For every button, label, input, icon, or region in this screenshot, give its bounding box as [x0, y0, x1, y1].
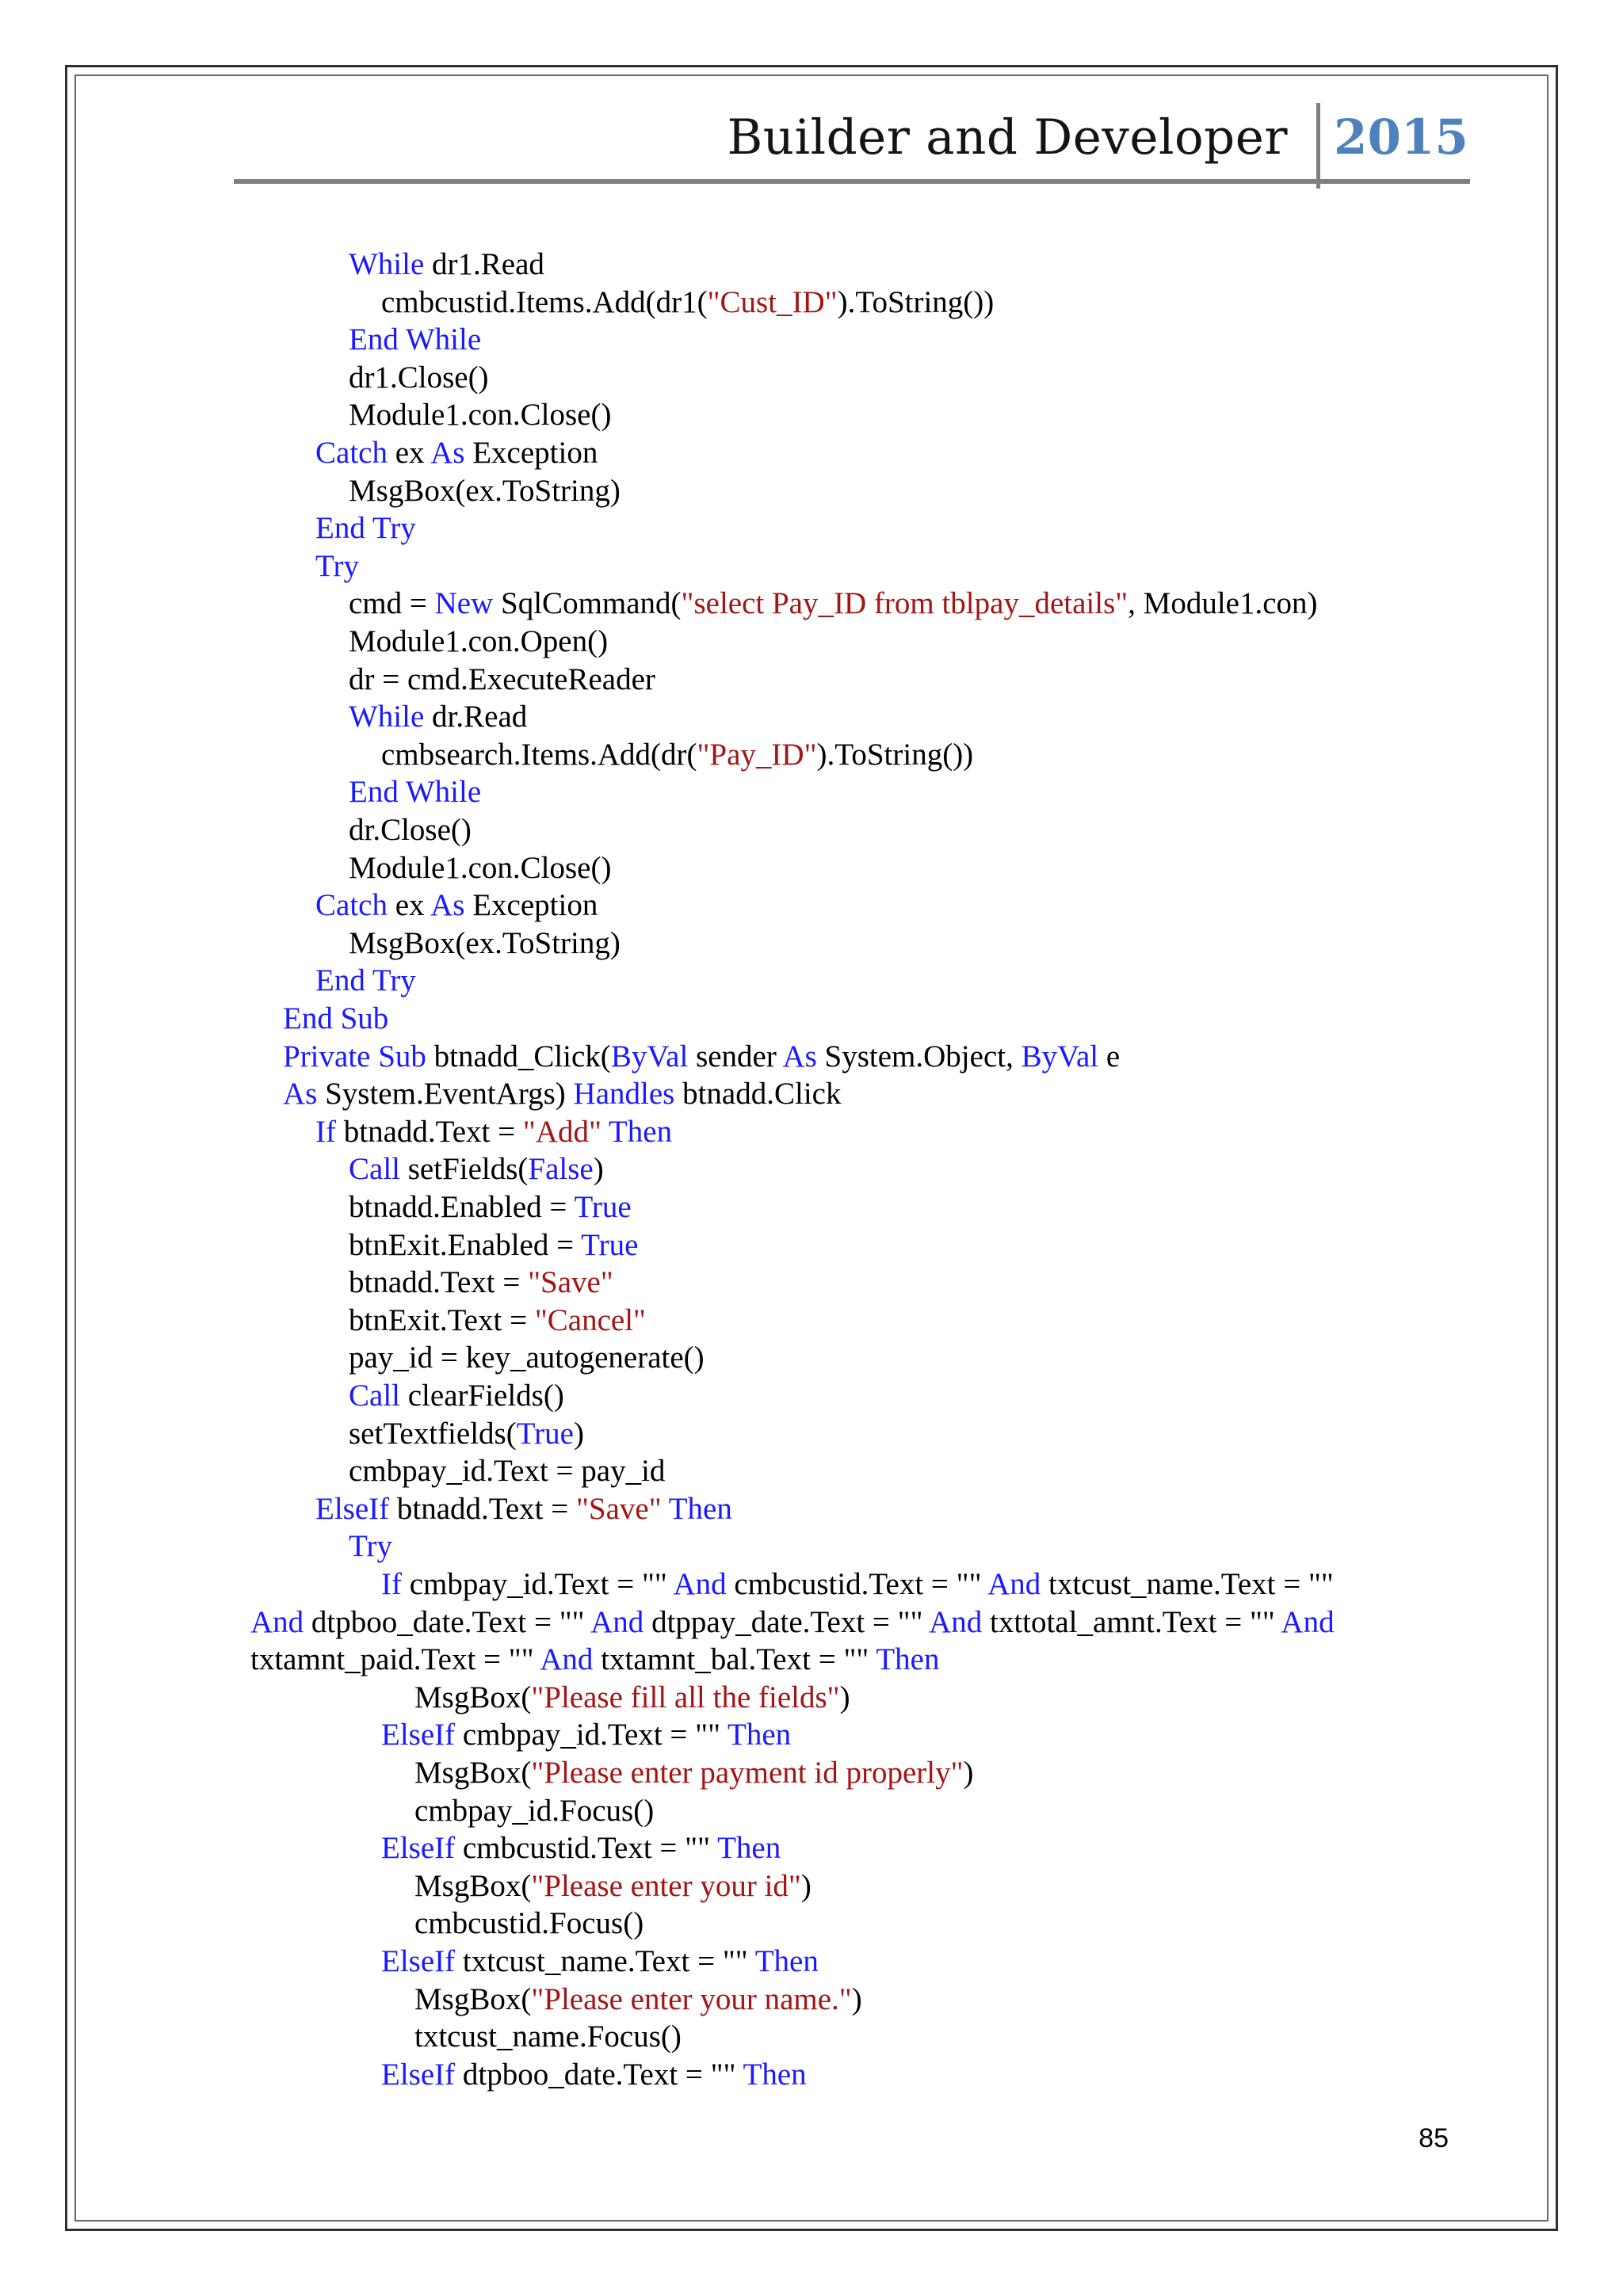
- code-text: dr1.Read: [424, 247, 544, 281]
- code-line: [250, 1604, 1335, 1641]
- code-text: ).ToString()): [837, 284, 995, 319]
- code-text: txtcust_name.Text = "": [455, 1944, 755, 1978]
- code-keyword: Then: [743, 2057, 807, 2092]
- code-keyword: And: [250, 1604, 304, 1639]
- code-line: [414, 1905, 643, 1942]
- code-text: System.EventArgs): [317, 1077, 574, 1112]
- code-line: [349, 1264, 613, 1301]
- code-line: [349, 1188, 632, 1226]
- code-text: Module1.con.Close(): [349, 398, 612, 433]
- code-text: sender: [688, 1039, 783, 1074]
- code-line: [349, 1377, 564, 1414]
- page-header: [234, 93, 1470, 189]
- code-text: System.Object,: [816, 1039, 1022, 1074]
- code-text: [601, 1115, 609, 1149]
- code-line: [349, 773, 481, 810]
- code-text: btnadd.Text =: [349, 1265, 529, 1300]
- code-line: [381, 1943, 819, 1980]
- code-keyword: And: [673, 1567, 727, 1601]
- code-text: MsgBox(: [414, 1981, 532, 2016]
- code-keyword: ByVal: [1021, 1039, 1099, 1074]
- code-string: "Pay_ID": [697, 737, 817, 772]
- code-text: Exception: [464, 436, 598, 470]
- code-line: [349, 623, 608, 660]
- code-keyword: ByVal: [610, 1039, 689, 1074]
- code-keyword: ElseIf: [381, 1718, 456, 1753]
- code-text: txtamnt_bal.Text = "": [593, 1642, 876, 1677]
- code-keyword: True: [516, 1416, 574, 1451]
- code-keyword: ElseIf: [381, 1831, 456, 1866]
- header-rule: [234, 179, 1470, 184]
- code-text: ): [573, 1416, 584, 1451]
- code-keyword: End Try: [315, 963, 416, 998]
- code-line: [349, 396, 611, 433]
- code-keyword: True: [581, 1227, 639, 1262]
- code-keyword: Catch: [315, 888, 388, 923]
- code-line: [349, 1527, 392, 1565]
- code-line: [349, 246, 544, 283]
- code-text: ex: [387, 436, 431, 470]
- code-text: dtppay_date.Text = "": [643, 1604, 930, 1639]
- code-keyword: As: [430, 436, 465, 470]
- code-line: [349, 1150, 604, 1188]
- code-line: [315, 509, 416, 547]
- code-line: [283, 1038, 1120, 1075]
- header-year: 2015: [1334, 109, 1468, 166]
- code-keyword: New: [434, 586, 494, 621]
- code-text: clearFields(): [400, 1379, 564, 1413]
- code-keyword: Try: [315, 548, 359, 583]
- code-line: [349, 698, 527, 735]
- code-keyword: Private Sub: [283, 1039, 426, 1074]
- code-line: [315, 962, 416, 999]
- code-text: btnadd.Text =: [389, 1491, 577, 1526]
- code-line: [315, 1113, 672, 1150]
- code-text: cmd =: [349, 586, 435, 621]
- code-line: [349, 359, 489, 396]
- code-text: dtpboo_date.Text = "": [304, 1604, 591, 1639]
- code-keyword: End Sub: [283, 1001, 389, 1035]
- code-text: pay_id = key_autogenerate(): [349, 1341, 705, 1375]
- code-line: [349, 321, 481, 358]
- code-text: btnadd.Enabled =: [349, 1190, 575, 1224]
- code-text: Module1.con.Close(): [349, 850, 612, 885]
- code-line: [414, 1867, 812, 1905]
- code-string: "Add": [522, 1114, 601, 1149]
- code-keyword: As: [283, 1077, 318, 1112]
- code-string: "Cancel": [534, 1302, 646, 1337]
- code-text: txtcust_name.Text = "": [1041, 1567, 1334, 1601]
- code-line: [414, 1754, 974, 1791]
- code-text: cmbcustid.Items.Add(dr1(: [381, 284, 708, 319]
- code-line: [381, 2056, 807, 2093]
- code-text: btnadd.Click: [674, 1077, 842, 1112]
- code-text: MsgBox(ex.ToString): [349, 925, 621, 960]
- code-text: btnExit.Text =: [349, 1302, 535, 1337]
- code-keyword: Handles: [573, 1077, 675, 1112]
- code-keyword: Then: [876, 1642, 940, 1677]
- code-string: "select Pay_ID from tblpay_details": [681, 586, 1128, 621]
- code-line: [381, 284, 994, 321]
- code-keyword: Then: [754, 1944, 819, 1978]
- code-keyword: Catch: [315, 436, 388, 470]
- code-text: txtcust_name.Focus(): [414, 2019, 682, 2054]
- code-line: [381, 1566, 1334, 1603]
- code-text: btnExit.Enabled =: [349, 1227, 582, 1262]
- code-line: [414, 1981, 862, 2018]
- code-text: dtpboo_date.Text = "": [455, 2057, 743, 2092]
- code-keyword: End Try: [315, 511, 416, 546]
- code-text: Module1.con.Open(): [349, 624, 609, 658]
- code-text: MsgBox(: [414, 1680, 532, 1714]
- code-text: ): [963, 1756, 974, 1790]
- code-string: "Please enter your name.": [531, 1981, 852, 2016]
- code-line: [349, 849, 611, 887]
- code-text: MsgBox(ex.ToString): [349, 473, 621, 508]
- code-text: cmbpay_id.Text = pay_id: [349, 1454, 666, 1489]
- code-line: [381, 736, 973, 773]
- header-divider: [1316, 103, 1320, 189]
- code-keyword: If: [315, 1114, 336, 1149]
- code-keyword: ElseIf: [381, 1944, 456, 1978]
- code-line: [315, 547, 359, 585]
- code-string: "Please enter payment id properly": [531, 1756, 964, 1790]
- code-string: "Please enter your id": [531, 1868, 801, 1903]
- code-line: [414, 2018, 682, 2055]
- code-keyword: True: [574, 1190, 632, 1224]
- code-string: "Cust_ID": [707, 284, 838, 319]
- code-text: txttotal_amnt.Text = "": [982, 1604, 1281, 1639]
- code-line: [349, 811, 472, 849]
- code-line: [283, 1000, 388, 1037]
- code-text: MsgBox(: [414, 1756, 532, 1790]
- code-text: ).ToString()): [816, 737, 974, 772]
- code-line: [349, 661, 655, 698]
- code-keyword: If: [381, 1567, 402, 1601]
- code-line: [381, 1829, 781, 1867]
- code-text: [662, 1492, 669, 1526]
- code-string: "Please fill all the fields": [531, 1680, 840, 1714]
- code-keyword: And: [540, 1642, 594, 1677]
- code-text: cmbpay_id.Text = "": [401, 1567, 674, 1601]
- code-string: "Save": [528, 1265, 613, 1300]
- code-text: ): [839, 1680, 850, 1714]
- code-text: ): [851, 1981, 862, 2016]
- code-line: [349, 1226, 638, 1264]
- code-keyword: While: [349, 700, 425, 734]
- code-keyword: ElseIf: [381, 2057, 456, 2092]
- code-keyword: Try: [349, 1529, 392, 1564]
- code-text: SqlCommand(: [493, 586, 682, 621]
- code-text: dr.Close(): [349, 813, 472, 847]
- code-text: cmbsearch.Items.Add(dr(: [381, 737, 697, 772]
- page-border-inner: [74, 74, 1549, 2222]
- code-line: [349, 1302, 646, 1339]
- header-title: Builder and Developer: [727, 109, 1288, 166]
- code-text: Exception: [464, 888, 598, 923]
- code-keyword: And: [929, 1604, 983, 1639]
- code-text: dr1.Close(): [349, 360, 489, 395]
- code-text: cmbcustid.Text = "": [726, 1567, 988, 1601]
- code-line: [381, 1716, 791, 1753]
- code-text: ): [593, 1152, 604, 1187]
- code-text: dr = cmd.ExecuteReader: [349, 662, 655, 696]
- code-keyword: And: [987, 1567, 1041, 1601]
- code-text: ): [800, 1868, 812, 1903]
- code-line: [315, 434, 598, 471]
- code-text: txtamnt_paid.Text = "": [250, 1642, 540, 1677]
- code-line: [315, 887, 598, 924]
- code-keyword: Then: [717, 1831, 781, 1866]
- code-line: [283, 1075, 841, 1112]
- code-keyword: Call: [349, 1379, 400, 1413]
- code-line: [349, 1339, 705, 1376]
- code-keyword: And: [590, 1604, 644, 1639]
- code-text: , Module1.con): [1128, 586, 1318, 621]
- code-line: [414, 1679, 850, 1716]
- code-text: btnadd.Text =: [335, 1114, 523, 1149]
- code-text: cmbcustid.Focus(): [414, 1906, 644, 1941]
- code-text: setTextfields(: [349, 1416, 517, 1451]
- code-string: "Save": [576, 1491, 662, 1526]
- code-keyword: As: [430, 888, 465, 923]
- code-text: cmbpay_id.Focus(): [414, 1793, 655, 1828]
- code-line: [349, 585, 1318, 622]
- page-number: 85: [1419, 2123, 1449, 2153]
- code-line: [349, 1452, 665, 1489]
- code-line: [349, 1415, 584, 1452]
- code-keyword: Then: [668, 1491, 732, 1526]
- code-line: [414, 1792, 654, 1829]
- code-keyword: Call: [349, 1152, 400, 1187]
- code-keyword: And: [1281, 1604, 1335, 1639]
- code-keyword: Then: [727, 1718, 792, 1753]
- code-text: cmbpay_id.Text = "": [455, 1718, 728, 1753]
- code-line: [250, 1641, 939, 1678]
- code-line: [349, 925, 621, 962]
- code-text: ex: [387, 888, 431, 923]
- code-keyword: Then: [608, 1114, 673, 1149]
- code-text: cmbcustid.Text = "": [455, 1831, 718, 1866]
- code-keyword: As: [782, 1039, 817, 1074]
- code-text: btnadd_Click(: [426, 1039, 611, 1074]
- code-keyword: End While: [349, 322, 482, 357]
- code-keyword: End While: [349, 775, 482, 810]
- code-text: MsgBox(: [414, 1868, 532, 1903]
- code-text: dr.Read: [424, 700, 528, 734]
- code-line: [349, 472, 621, 509]
- code-line: [315, 1490, 732, 1527]
- code-keyword: While: [349, 247, 425, 281]
- code-text: e: [1098, 1039, 1121, 1074]
- code-keyword: False: [528, 1152, 594, 1187]
- code-keyword: ElseIf: [315, 1491, 390, 1526]
- code-text: setFields(: [400, 1152, 529, 1187]
